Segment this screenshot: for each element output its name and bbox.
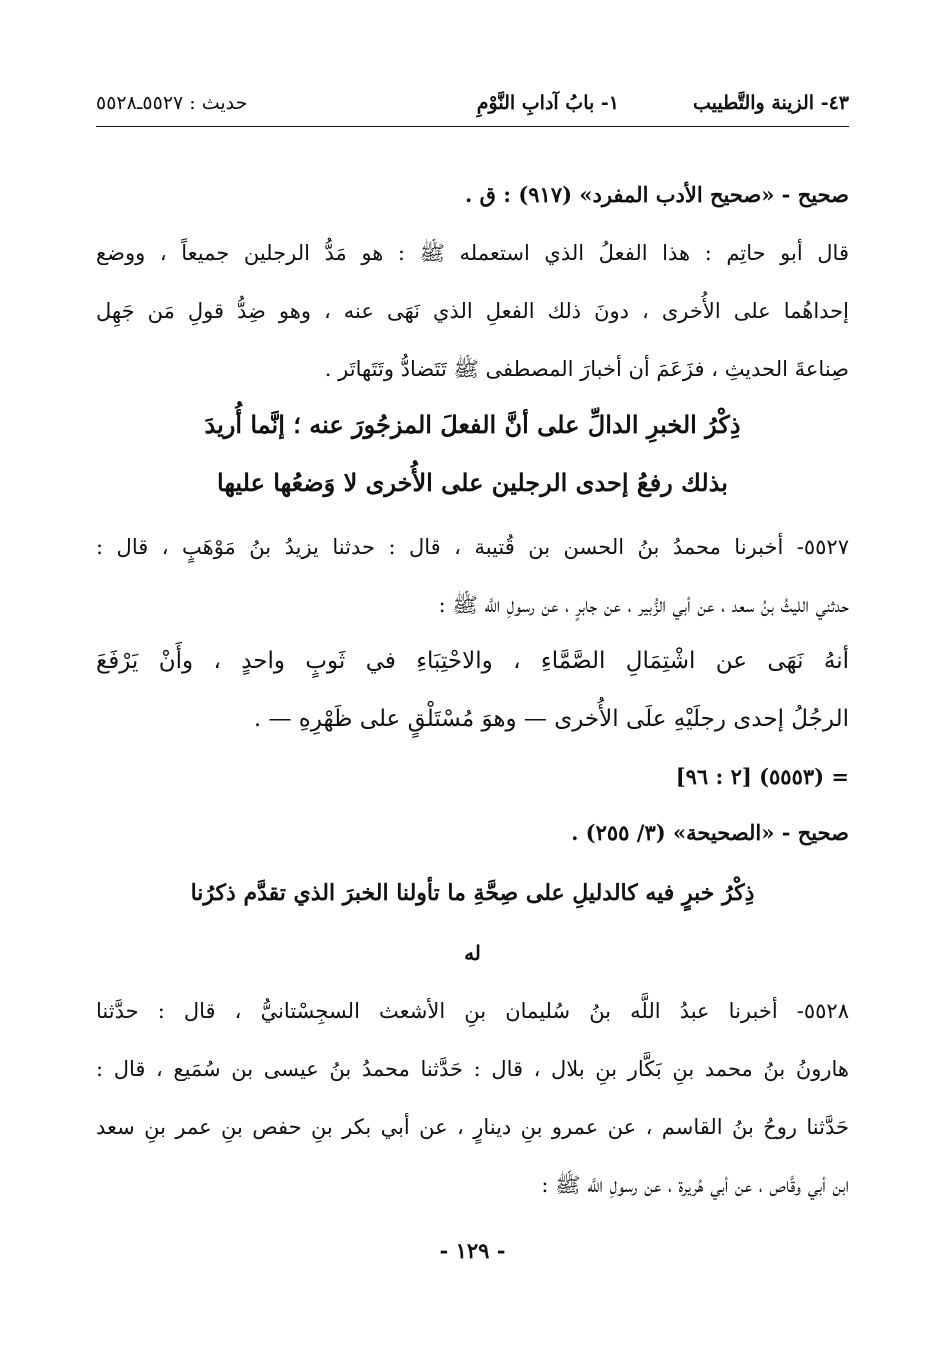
isnad-5528-line-3: حَدَّثنا روحُ بنُ القاسم ، عن عمرو بنِ دينارٍ ، عن أبي بكر بنِ حفص بنِ عمر بنِ سعد (96, 1115, 849, 1139)
isnad-5527-line-1: ٥٥٢٧- أخبرنا محمدُ بنُ الحسن بن قُتيبة ، قال : حدثنا يزيدُ بنُ مَوْهَبٍ ، قال : (96, 535, 849, 559)
grading-line-1: صحيح - «صحيح الأدب المفرد» (٩١٧) : ق . (465, 182, 849, 207)
chapter-heading-line-3: ذِكْرُ خبرٍ فيه كالدليلِ على صِحَّةِ ما تأولنا الخبرَ الذي تقدَّم ذكرُنا (190, 880, 755, 906)
isnad-5528-line-4: ابن أبي وقَّاص ، عن أبي هُريرة ، عن رسولِ اللَّه ﷺ : (541, 1173, 849, 1197)
grading-line-2: صحيح - «الصحيحة» (٣/ ٢٥٥) . (571, 820, 849, 845)
running-header (96, 86, 849, 127)
chapter-heading-line-2: بذلك رفعُ إحدى الرجلين على الأُخرى لا وَضعُها عليها (217, 468, 728, 497)
commentary-line-3: صِناعةَ الحديثِ ، فزَعَمَ أن أخبارَ المصطفى ﷺ تَتَضادُّ وتَتَهاتَر . (324, 357, 849, 381)
matn-5527-line-2: الرجُلُ إحدى رجلَيْهِ علَى الأُخرى — وهوَ مُسْتَلْقٍ على ظَهْرِهِ — . (253, 706, 849, 732)
isnad-5528-line-1: ٥٥٢٨- أخبرنا عبدُ اللَّه بنُ سُليمان بنِ الأشعث السجِسْتانيُّ ، قال : حدَّثنا (96, 999, 849, 1023)
commentary-line-1: قال أبو حاتِم : هذا الفعلُ الذي استعمله ﷺ : هو مَدُّ الرجلين جميعاً ، ووضع (96, 241, 849, 265)
page-number: - ١٢٩ - (439, 1238, 506, 1263)
matn-5527-line-1: أنهُ نَهَى عن اشْتِمَالِ الصَّمَّاءِ ، والاحْتِبَاءِ في ثَوبٍ واحدٍ ، وأَنْ يَرْفَعَ (96, 648, 849, 674)
chapter-heading-line-1: ذِكْرُ الخبرِ الدالِّ على أنَّ الفعلَ المزجُورَ عنه ؛ إنَّما أُريدَ (204, 410, 741, 439)
hadith-range: حديث : ٥٥٢٧ـ٥٥٢٨ (96, 92, 248, 114)
chapter-heading-line-4: له (464, 941, 481, 965)
isnad-5528-line-2: هارونُ بنُ محمد بنِ بَكَّار بنِ بلال ، قال : حَدَّثنا محمدُ بنُ عيسى بن سُمَيع ، قال : (96, 1057, 849, 1081)
section-title: ١- بابُ آدابِ النَّوْمِ (476, 92, 619, 114)
commentary-line-2: إحداهُما على الأُخرى ، دونَ ذلك الفعلِ الذي نَهَى عنه ، وهو ضِدُّ قولِ مَن جَهِل (96, 299, 849, 323)
isnad-5527-line-2: حدثني الليثُ بنُ سعد ، عن أبي الزُّبير ، عن جابرٍ ، عن رسولِ اللَّه ﷺ : (438, 593, 849, 617)
cross-reference-5527: = (٥٥٥٣) [٢ : ٩٦] (675, 764, 849, 789)
chapter-title: ٤٣- الزينة والتَّطييب (693, 92, 849, 114)
